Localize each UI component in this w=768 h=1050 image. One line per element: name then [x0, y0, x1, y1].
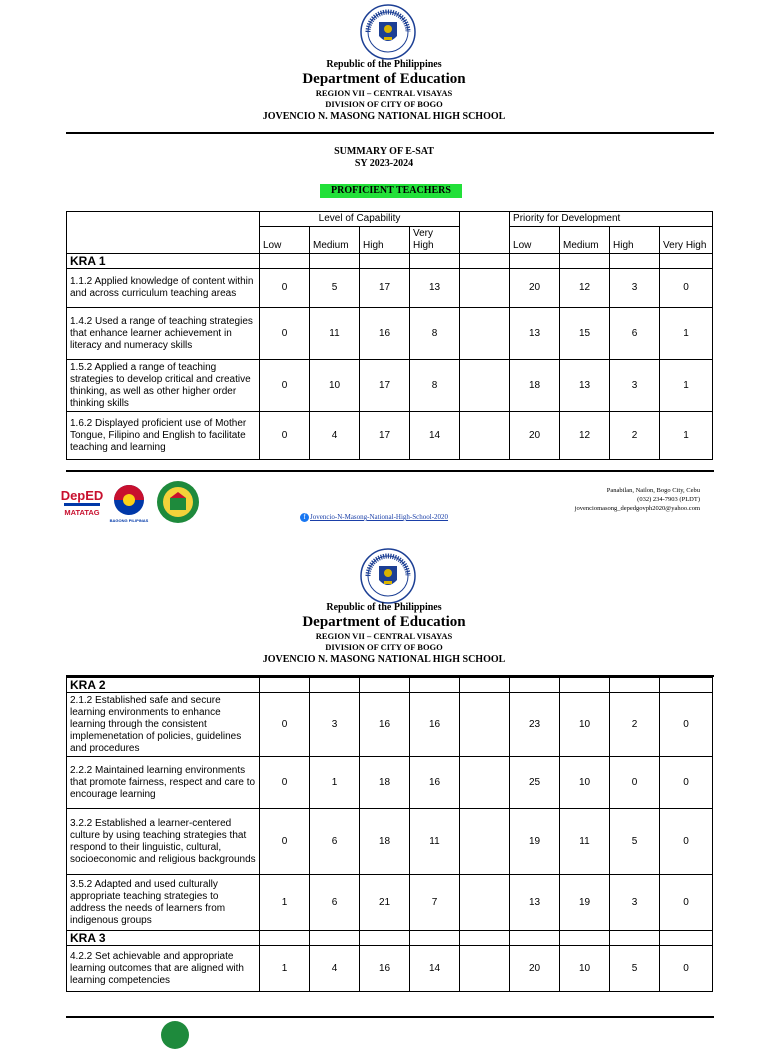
- indicator-text: 4.2.2 Set achievable and appropriate learning outcomes that are aligned with learning competencies: [67, 946, 260, 992]
- pri-very-high-header: Very High: [660, 227, 713, 254]
- pri-value: 13: [510, 875, 560, 931]
- pri-value: 10: [560, 946, 610, 992]
- pri-value: 6: [610, 308, 660, 360]
- doc-title: SUMMARY OF E-SAT: [334, 146, 434, 157]
- republic-line: Republic of the Philippines: [326, 59, 442, 70]
- cap-value: 1: [310, 757, 360, 809]
- school-line: JOVENCIO N. MASONG NATIONAL HIGH SCHOOL: [262, 111, 506, 122]
- cap-value: 8: [410, 360, 460, 412]
- phone-text: (032) 234-7903 (PLDT): [637, 496, 700, 503]
- pri-value: 0: [660, 269, 713, 308]
- esat-table-page1: [66, 211, 713, 460]
- cap-value: 17: [360, 412, 410, 460]
- header-blank: [67, 212, 260, 254]
- bagong-pilipinas-logo: [108, 482, 150, 524]
- table-row: [67, 360, 713, 412]
- pri-value: 1: [660, 360, 713, 412]
- indicator-text: 1.1.2 Applied knowledge of content within and across curriculum teaching areas: [67, 269, 260, 308]
- footer-divider: [66, 1016, 714, 1018]
- pri-value: 11: [560, 809, 610, 875]
- pri-value: 0: [660, 693, 713, 757]
- pri-value: 18: [510, 360, 560, 412]
- pri-value: 0: [660, 809, 713, 875]
- cap-medium-header: Medium: [310, 227, 360, 254]
- cap-value: 16: [410, 693, 460, 757]
- kra3-label: KRA 3: [67, 931, 260, 946]
- republic-line: Republic of the Philippines: [326, 602, 442, 613]
- cap-value: 8: [410, 308, 460, 360]
- cap-value: 5: [310, 269, 360, 308]
- pri-value: 10: [560, 693, 610, 757]
- cap-value: 14: [410, 412, 460, 460]
- spacer-cell: [460, 360, 510, 412]
- cap-value: 13: [410, 269, 460, 308]
- region-line: REGION VII – CENTRAL VISAYAS: [315, 88, 453, 98]
- cap-value: 3: [310, 693, 360, 757]
- region-line: REGION VII – CENTRAL VISAYAS: [315, 631, 453, 641]
- cap-value: 7: [410, 875, 460, 931]
- pri-value: 19: [510, 809, 560, 875]
- cap-value: 0: [260, 757, 310, 809]
- pri-value: 19: [560, 875, 610, 931]
- pri-value: 12: [560, 269, 610, 308]
- bagong-pilipinas-text: BAGONG PILIPINAS: [109, 518, 149, 523]
- cap-value: 11: [310, 308, 360, 360]
- department-line: Department of Education: [302, 71, 466, 87]
- pri-value: 20: [510, 269, 560, 308]
- proficient-teachers-label: PROFICIENT TEACHERS: [320, 184, 462, 198]
- cap-value: 11: [410, 809, 460, 875]
- esat-table-page2: [66, 677, 713, 992]
- pri-value: 12: [560, 412, 610, 460]
- pri-value: 3: [610, 269, 660, 308]
- cap-value: 16: [360, 308, 410, 360]
- pri-value: 2: [610, 693, 660, 757]
- cap-value: 0: [260, 360, 310, 412]
- cap-value: 17: [360, 269, 410, 308]
- cap-high-header: High: [360, 227, 410, 254]
- facebook-link[interactable]: [300, 513, 448, 522]
- spacer-cell: [460, 809, 510, 875]
- indicator-text: 3.2.2 Established a learner-centered culture by using teaching strategies that respond to their linguistic, cultural, socioeconomic and religious backgrounds: [67, 809, 260, 875]
- spacer-cell: [460, 946, 510, 992]
- cap-value: 6: [310, 809, 360, 875]
- pri-value: 10: [560, 757, 610, 809]
- indicator-text: 1.6.2 Displayed proficient use of Mother Tongue, Filipino and English to facilitate teaching and learning: [67, 412, 260, 460]
- pri-low-header: Low: [510, 227, 560, 254]
- cap-value: 4: [310, 946, 360, 992]
- cap-value: 1: [260, 946, 310, 992]
- indicator-text: 1.4.2 Used a range of teaching strategies that enhance learner achievement in literacy and numeracy skills: [67, 308, 260, 360]
- cap-value: 0: [260, 269, 310, 308]
- department-line: Department of Education: [302, 614, 466, 630]
- cap-value: 16: [360, 693, 410, 757]
- table-row: [67, 757, 713, 809]
- spacer-cell: [460, 308, 510, 360]
- school-contact: [520, 486, 700, 513]
- pri-value: 13: [560, 360, 610, 412]
- table-row: [67, 946, 713, 992]
- deped-matatag-logo: [60, 484, 104, 522]
- spacer-cell: [460, 269, 510, 308]
- deped-logo-text: DepED: [60, 488, 104, 503]
- division-line: DIVISION OF CITY OF BOGO: [325, 99, 443, 109]
- pri-value: 20: [510, 946, 560, 992]
- cap-value: 6: [310, 875, 360, 931]
- indicator-text: 3.5.2 Adapted and used culturally appropriate teaching strategies to address the needs of learners from indigenous groups: [67, 875, 260, 931]
- pri-value: 3: [610, 875, 660, 931]
- pri-value: 25: [510, 757, 560, 809]
- pri-value: 15: [560, 308, 610, 360]
- table-row: [67, 269, 713, 308]
- spacer-cell: [460, 757, 510, 809]
- school-seal-logo: [156, 480, 200, 524]
- deped-seal-logo: [360, 548, 416, 604]
- table-row: [67, 412, 713, 460]
- pri-value: 23: [510, 693, 560, 757]
- indicator-text: 2.2.2 Maintained learning environments that promote fairness, respect and care to encourage learning: [67, 757, 260, 809]
- cap-value: 0: [260, 308, 310, 360]
- kra2-label: KRA 2: [67, 678, 260, 693]
- matatag-logo-text: MATATAG: [64, 508, 100, 517]
- cap-value: 0: [260, 693, 310, 757]
- footer-divider: [66, 470, 714, 472]
- cap-very-high-header: Very High: [410, 227, 460, 254]
- cap-value: 0: [260, 412, 310, 460]
- cap-value: 18: [360, 757, 410, 809]
- indicator-text: 1.5.2 Applied a range of teaching strategies to develop critical and creative thinking, as well as other higher order thinking skills: [67, 360, 260, 412]
- pri-value: 1: [660, 412, 713, 460]
- school-line: JOVENCIO N. MASONG NATIONAL HIGH SCHOOL: [262, 654, 506, 665]
- pri-high-header: High: [610, 227, 660, 254]
- pri-value: 20: [510, 412, 560, 460]
- cap-value: 4: [310, 412, 360, 460]
- table-row: [67, 809, 713, 875]
- cap-low-header: Low: [260, 227, 310, 254]
- table-row: [67, 875, 713, 931]
- pri-value: 0: [660, 757, 713, 809]
- pri-value: 1: [660, 308, 713, 360]
- doc-sy: SY 2023-2024: [354, 158, 414, 169]
- pri-value: 3: [610, 360, 660, 412]
- cap-value: 10: [310, 360, 360, 412]
- email-text: jovenciomasong_depedgovph2020@yahoo.com: [574, 505, 700, 512]
- spacer-cell: [460, 875, 510, 931]
- pri-value: 0: [660, 875, 713, 931]
- spacer-cell: [460, 412, 510, 460]
- kra1-label: KRA 1: [67, 254, 260, 269]
- cap-value: 16: [360, 946, 410, 992]
- cap-value: 21: [360, 875, 410, 931]
- cap-value: 14: [410, 946, 460, 992]
- pri-value: 0: [660, 946, 713, 992]
- cap-value: 16: [410, 757, 460, 809]
- pri-medium-header: Medium: [560, 227, 610, 254]
- pri-value: 5: [610, 946, 660, 992]
- table-row: [67, 693, 713, 757]
- facebook-icon: f: [300, 513, 309, 522]
- spacer-cell: [460, 693, 510, 757]
- cap-value: 0: [260, 809, 310, 875]
- cap-value: 1: [260, 875, 310, 931]
- table-row: [67, 308, 713, 360]
- pri-value: 0: [610, 757, 660, 809]
- facebook-link-text[interactable]: Jovencio-N-Masong-National-High-School-2020: [310, 513, 449, 522]
- indicator-text: 2.1.2 Established safe and secure learning environments to enhance learning through the consistent implemenetation of policies, guidelines and procedures: [67, 693, 260, 757]
- pri-value: 13: [510, 308, 560, 360]
- address-text: Panabilan, Nailon, Bogo City, Cebu: [606, 487, 700, 494]
- header-divider: [66, 132, 714, 134]
- pri-value: 2: [610, 412, 660, 460]
- school-seal-logo: [160, 1020, 190, 1050]
- spacer-cell: [460, 212, 510, 254]
- division-line: DIVISION OF CITY OF BOGO: [325, 642, 443, 652]
- priority-for-development-header: Priority for Development: [510, 212, 713, 227]
- cap-value: 17: [360, 360, 410, 412]
- pri-value: 5: [610, 809, 660, 875]
- cap-value: 18: [360, 809, 410, 875]
- deped-seal-logo: [360, 4, 416, 60]
- level-of-capability-header: Level of Capability: [260, 212, 460, 227]
